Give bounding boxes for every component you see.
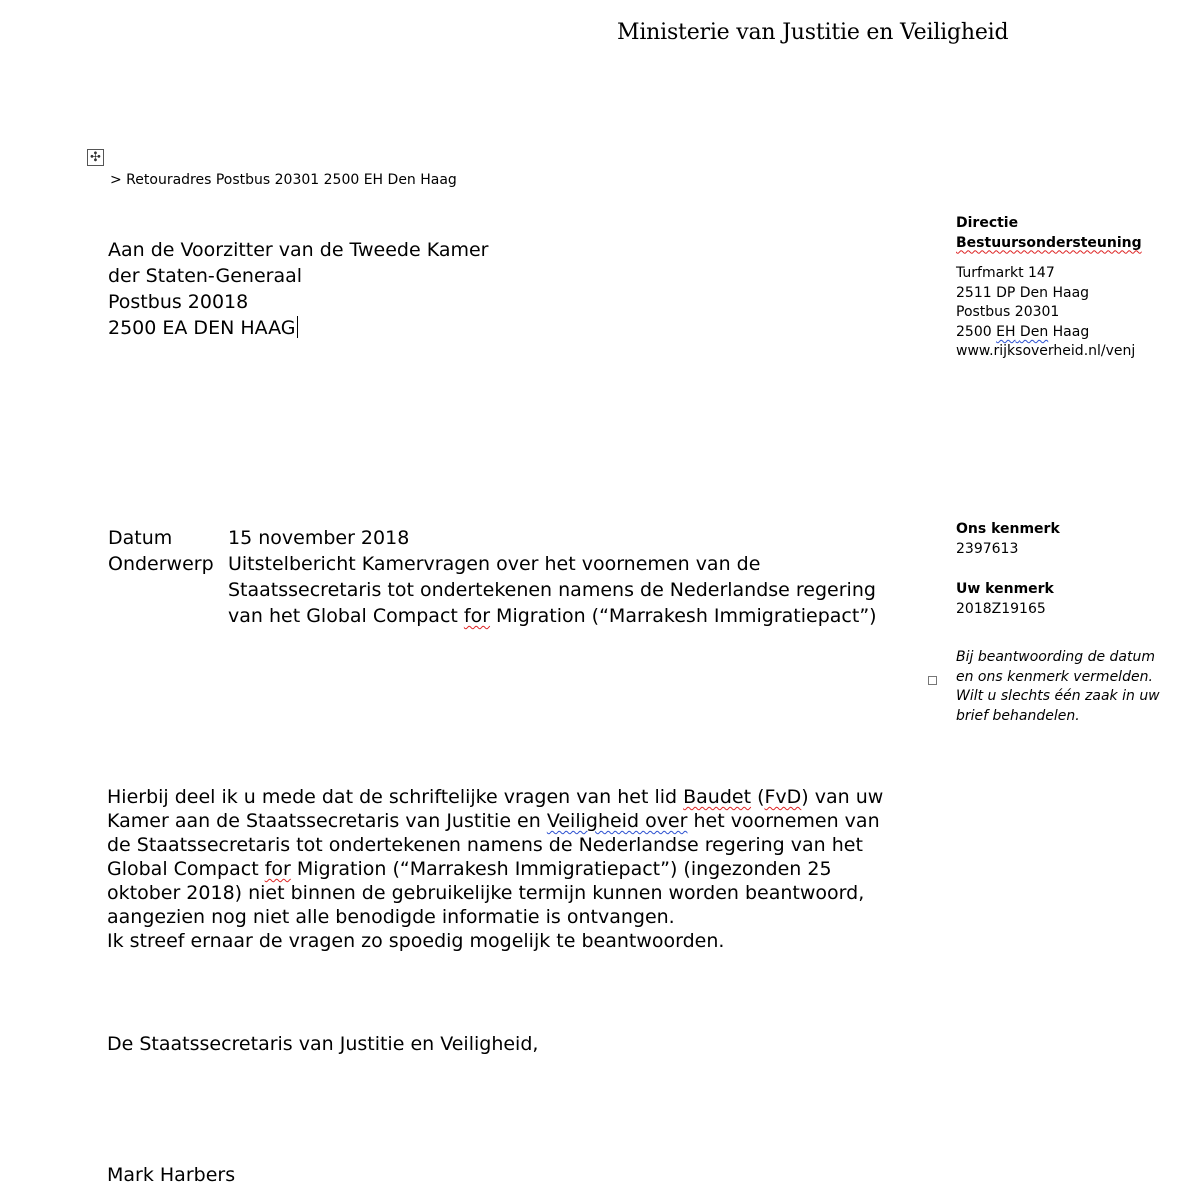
body-line-5: oktober 2018) niet binnen de gebruikelijke termijn kunnen worden beantwoord,	[107, 882, 865, 904]
body-line-7: Ik streef ernaar de vragen zo spoedig mogelijk te beantwoorden.	[107, 930, 725, 952]
body-line-3: de Staatssecretaris tot ondertekenen namens de Nederlandse regering van het	[107, 834, 863, 856]
sender-department	[956, 214, 1142, 253]
our-reference	[956, 520, 1060, 559]
spellcheck-fvd: FvD	[764, 786, 802, 808]
department-line-2: Bestuursondersteuning	[956, 234, 1142, 251]
ministry-name: Ministerie van Justitie en Veiligheid	[617, 20, 1009, 45]
reply-note-line-3: Wilt u slechts één zaak in uw	[956, 688, 1160, 705]
our-reference-label: Ons kenmerk	[956, 521, 1060, 537]
body-line-2: Kamer aan de Staatssecretaris van Justitie en Veiligheid over het voornemen van	[107, 810, 880, 832]
reply-note-line-2: en ons kenmerk vermelden.	[956, 668, 1153, 685]
your-reference-value: 2018Z19165	[956, 600, 1046, 617]
reply-note	[956, 648, 1160, 726]
your-reference	[956, 580, 1054, 619]
sender-city: 2511 DP Den Haag	[956, 284, 1090, 301]
postal-eh: EH	[996, 323, 1016, 340]
our-reference-value: 2397613	[956, 540, 1019, 557]
addressee-line-4[interactable]	[108, 315, 489, 341]
body-line-1: Hierbij deel ik u mede dat de schriftelijke vragen van het lid Baudet (FvD) van uw	[107, 786, 884, 808]
move-handle-icon[interactable]: ✣	[87, 149, 104, 166]
addressee-line-1: Aan de Voorzitter van de Tweede Kamer	[108, 239, 489, 261]
letter-body	[107, 785, 883, 953]
text-cursor	[297, 316, 298, 338]
department-line-1: Directie	[956, 215, 1019, 231]
subject-line-3: van het Global Compact for Migration (“Marrakesh Immigratiepact”)	[228, 605, 877, 627]
postal-city-den: Den	[1019, 323, 1049, 340]
postal-code: 2500	[956, 323, 992, 340]
closing-line: De Staatssecretaris van Justitie en Veiligheid,	[107, 1033, 539, 1055]
sender-postal	[956, 323, 1135, 343]
spellcheck-baudet: Baudet	[683, 786, 752, 808]
spellcheck-for-2: for	[264, 858, 291, 880]
meta-labels	[108, 525, 214, 577]
sender-website: www.rijksoverheid.nl/venj	[956, 343, 1136, 360]
addressee-line-3: Postbus 20018	[108, 291, 249, 313]
reply-note-line-1: Bij beantwoording de datum	[956, 649, 1156, 665]
sender-street: Turfmarkt 147	[956, 265, 1055, 281]
body-line-6: aangezien nog niet alle benodigde informatie is ontvangen.	[107, 906, 675, 928]
text-frame-anchor[interactable]	[928, 676, 937, 685]
reply-note-line-4: brief behandelen.	[956, 707, 1080, 724]
addressee-line-4-text: 2500 EA DEN HAAG	[108, 317, 296, 339]
date-label: Datum	[108, 527, 173, 549]
sender-address	[956, 264, 1135, 362]
grammar-veiligheid: Veiligheid over	[546, 810, 688, 832]
date-value: 15 november 2018	[228, 527, 410, 549]
sender-postbus: Postbus 20301	[956, 304, 1060, 321]
postal-city-haag: Haag	[1052, 323, 1090, 340]
subject-line-1: Uitstelbericht Kamervragen over het voornemen van de	[228, 553, 761, 575]
subject-line-2: Staatssecretaris tot ondertekenen namens de Nederlandse regering	[228, 579, 876, 601]
signatory-name: Mark Harbers	[107, 1164, 236, 1186]
subject-label: Onderwerp	[108, 553, 214, 575]
addressee-block	[108, 237, 489, 341]
meta-values	[228, 525, 877, 629]
addressee-line-2: der Staten-Generaal	[108, 265, 303, 287]
return-address: > Retouradres Postbus 20301 2500 EH Den Haag	[110, 172, 457, 188]
body-line-4: Global Compact for Migration (“Marrakesh Immigratiepact”) (ingezonden 25	[107, 858, 832, 880]
your-reference-label: Uw kenmerk	[956, 581, 1054, 597]
spellcheck-for: for	[463, 605, 491, 627]
